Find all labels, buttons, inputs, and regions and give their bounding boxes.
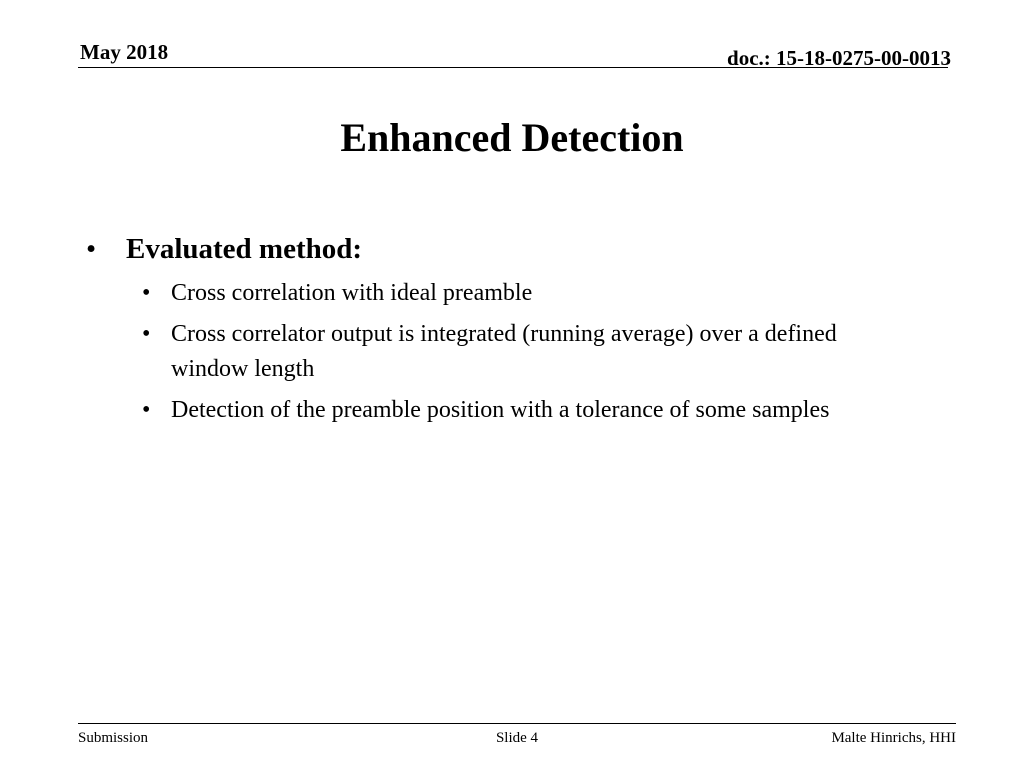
slide-content (86, 228, 906, 434)
sub-bullet-list (86, 276, 906, 428)
footer-submission: Submission (78, 730, 149, 746)
bullet-icon: • (142, 280, 151, 306)
header-divider (78, 67, 948, 68)
footer-divider (78, 723, 956, 724)
footer-author: Malte Hinrichs, HHI (831, 730, 956, 746)
sub-bullet-text: Cross correlation with ideal preamble (171, 280, 533, 306)
bullet-icon: • (86, 233, 97, 265)
sub-bullet-item (86, 276, 906, 311)
header-doc-id: doc.: 15-18-0275-00-0013 (727, 46, 951, 70)
sub-bullet-item (86, 393, 906, 428)
main-bullet (86, 228, 906, 270)
bullet-icon: • (142, 397, 151, 423)
sub-bullet-text: Detection of the preamble position with a tolerance of some samples (171, 397, 830, 423)
footer-slide-number: Slide 4 (495, 730, 539, 746)
slide-title: Enhanced Detection (340, 115, 684, 160)
main-bullet-text: Evaluated method: (126, 233, 363, 265)
header-date: May 2018 (80, 40, 169, 64)
sub-bullet-item (86, 317, 906, 387)
bullet-icon: • (142, 321, 151, 347)
sub-bullet-text: Cross correlator output is integrated (running average) over a defined window length (171, 321, 837, 382)
